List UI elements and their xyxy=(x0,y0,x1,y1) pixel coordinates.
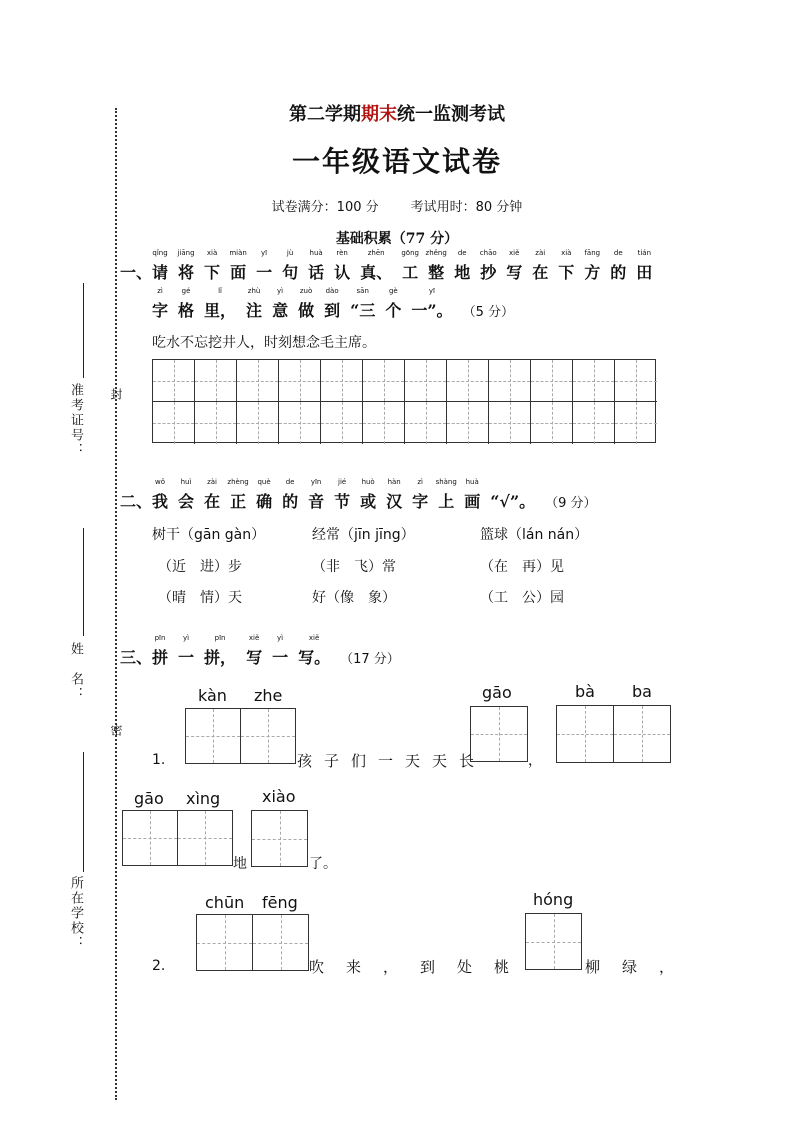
grid-cell[interactable] xyxy=(321,360,363,402)
grid-cell[interactable] xyxy=(237,360,279,402)
pinyin-character xyxy=(532,249,549,283)
pinyin-character xyxy=(464,478,481,512)
pinyin-label: fēng xyxy=(262,893,298,912)
hanzi-character: 田 xyxy=(636,263,653,282)
pinyin-character xyxy=(229,249,247,283)
hanzi-character: 确 xyxy=(256,492,273,511)
pinyin-character xyxy=(308,249,325,283)
pinyin-character xyxy=(479,249,497,283)
pinyin-label: gāo xyxy=(134,789,164,808)
answer-box[interactable] xyxy=(240,708,296,764)
pinyin-annotation: gé xyxy=(181,287,191,295)
pinyin-character xyxy=(454,249,471,283)
hanzi-character: 将 xyxy=(178,263,195,282)
pinyin-annotation: yī xyxy=(428,287,435,295)
section-basic-heading: 基础积累（77 分） xyxy=(335,231,459,247)
pinyin-character xyxy=(256,249,273,283)
q2-number: 二、 xyxy=(120,492,153,511)
pinyin-character xyxy=(178,634,195,668)
pinyin-character xyxy=(298,287,315,321)
hanzi-character: 写。 xyxy=(298,648,331,667)
hanzi-character: 工 xyxy=(402,263,419,282)
pinyin-label: gāo xyxy=(482,683,512,702)
pinyin-annotation: de xyxy=(285,478,295,486)
pinyin-character xyxy=(178,478,195,512)
answer-box[interactable] xyxy=(177,810,233,866)
pinyin-annotation: pīn xyxy=(214,634,226,642)
pinyin-annotation: jié xyxy=(338,478,347,486)
q2-item[interactable]: （晴 情）天 xyxy=(158,590,242,606)
grid-cell[interactable] xyxy=(279,402,321,444)
hanzi-character: 字 xyxy=(152,301,169,320)
pinyin-label: zhe xyxy=(254,686,283,705)
pinyin-annotation: huì xyxy=(180,478,192,486)
grid-cell[interactable] xyxy=(363,360,405,402)
q3-s1-text1: 孩子们一天天长 xyxy=(297,752,487,770)
hanzi-character: 的 xyxy=(610,263,627,282)
pinyin-annotation: xià xyxy=(561,249,572,257)
hanzi-character: 个 xyxy=(385,301,402,320)
answer-box[interactable] xyxy=(525,913,582,970)
pinyin-character xyxy=(246,634,263,668)
q3-s2-text1: 吹来，到处桃 xyxy=(309,958,532,976)
q3-s2-number: 2. xyxy=(152,958,166,974)
hanzi-character: “√”。 xyxy=(490,492,536,511)
hanzi-character: 里， xyxy=(204,301,237,320)
copy-writing-grid[interactable] xyxy=(152,359,656,443)
grid-cell[interactable] xyxy=(279,360,321,402)
grid-cell[interactable] xyxy=(615,402,657,444)
pinyin-character xyxy=(411,287,453,321)
exam-no-line xyxy=(83,283,84,378)
hanzi-character: 写 xyxy=(506,263,523,282)
pinyin-annotation: xiě xyxy=(308,634,320,642)
grid-cell[interactable] xyxy=(573,402,615,444)
pinyin-annotation: yīn xyxy=(310,478,322,486)
grid-cell[interactable] xyxy=(447,402,489,444)
pinyin-annotation: rèn xyxy=(336,249,348,257)
q1-line2 xyxy=(152,287,514,321)
hanzi-character: 面 xyxy=(230,263,247,282)
pinyin-character xyxy=(204,634,237,668)
hanzi-character: 会 xyxy=(178,492,195,511)
pinyin-character xyxy=(584,249,601,283)
hanzi-character: 汉 xyxy=(386,492,403,511)
pinyin-annotation: qǐng xyxy=(152,249,168,257)
grid-cell[interactable] xyxy=(153,402,195,444)
pinyin-character xyxy=(178,287,195,321)
pinyin-annotation: xiě xyxy=(248,634,260,642)
hanzi-character: 注 xyxy=(246,301,263,320)
grid-cell[interactable] xyxy=(405,360,447,402)
pinyin-character xyxy=(204,478,221,512)
pinyin-annotation: pīn xyxy=(154,634,166,642)
q2-item[interactable]: （近 进）步 xyxy=(158,559,242,575)
pinyin-character xyxy=(490,489,535,512)
pinyin-character xyxy=(334,249,351,283)
pinyin-annotation: xià xyxy=(206,249,218,257)
answer-box[interactable] xyxy=(185,708,241,764)
pinyin-character xyxy=(334,478,351,512)
grid-cell[interactable] xyxy=(195,360,237,402)
exam-no-label: 准考证号： xyxy=(68,383,83,458)
pinyin-character xyxy=(506,249,523,283)
hanzi-character: 拼 xyxy=(152,648,169,667)
hanzi-character: 写 xyxy=(246,648,263,667)
pinyin-character xyxy=(177,249,195,283)
grid-cell[interactable] xyxy=(447,360,489,402)
hanzi-character: 方 xyxy=(584,263,601,282)
pinyin-label: bà xyxy=(575,682,595,701)
hanzi-character: 意 xyxy=(272,301,289,320)
pinyin-character xyxy=(298,634,331,668)
hanzi-character: 拼， xyxy=(204,648,237,667)
q2-item[interactable]: （在 再）见 xyxy=(480,559,564,575)
full-score: 试卷满分：100 分 xyxy=(271,200,379,215)
q3-number: 三、 xyxy=(120,648,153,667)
hanzi-character: 一 xyxy=(256,263,273,282)
pinyin-character xyxy=(152,287,169,321)
pinyin-annotation: fāng xyxy=(584,249,601,257)
pinyin-annotation: zhù xyxy=(247,287,261,295)
pinyin-character xyxy=(386,478,403,512)
fold-label-seal: 封 xyxy=(109,388,123,402)
pinyin-annotation: zì xyxy=(417,478,423,486)
pinyin-annotation: wǒ xyxy=(155,478,166,486)
hanzi-character: 格 xyxy=(178,301,195,320)
q2-item[interactable]: 好（像 象） xyxy=(312,590,396,606)
pinyin-character xyxy=(308,478,325,512)
pinyin-character xyxy=(272,287,289,321)
pinyin-label: hóng xyxy=(533,890,574,909)
grid-cell[interactable] xyxy=(195,402,237,444)
exam-subtitle xyxy=(0,100,794,126)
q2-item[interactable]: 树干（gān gàn） xyxy=(152,527,266,543)
pinyin-character xyxy=(350,287,376,321)
pinyin-annotation: lǐ xyxy=(218,287,222,295)
pinyin-annotation: zài xyxy=(207,478,218,486)
pinyin-character xyxy=(385,287,402,321)
hanzi-character: 下 xyxy=(204,263,221,282)
hanzi-character: 地 xyxy=(454,263,471,282)
grid-cell[interactable] xyxy=(615,360,657,402)
exam-title: 一年级语文试卷 xyxy=(291,145,502,178)
pinyin-character xyxy=(324,287,341,321)
grid-cell[interactable] xyxy=(153,360,195,402)
pinyin-annotation: zuò xyxy=(299,287,313,295)
q2-score: （9 分） xyxy=(545,496,597,511)
answer-box[interactable] xyxy=(251,810,308,867)
hanzi-character: 请 xyxy=(152,263,169,282)
answer-box[interactable] xyxy=(556,705,614,763)
pinyin-annotation: zì xyxy=(157,287,163,295)
pinyin-label: chūn xyxy=(205,893,245,912)
hanzi-character: 或 xyxy=(360,492,377,511)
answer-box[interactable] xyxy=(252,914,309,971)
binding-dotted-line xyxy=(115,108,117,1100)
q3-line xyxy=(120,634,400,668)
name-label: 姓 名： xyxy=(68,642,83,702)
hanzi-character: 一”。 xyxy=(411,301,453,320)
q3-score: （17 分） xyxy=(340,652,400,667)
hanzi-character: 在 xyxy=(532,263,549,282)
grid-cell[interactable] xyxy=(363,402,405,444)
pinyin-character xyxy=(360,478,377,512)
grid-cell[interactable] xyxy=(321,402,363,444)
fold-label-secret: 密 xyxy=(109,724,123,738)
pinyin-annotation: zhěng xyxy=(425,249,447,257)
hanzi-character: 我 xyxy=(152,492,169,511)
hanzi-character: 整 xyxy=(428,263,445,282)
pinyin-annotation: yì xyxy=(277,287,284,295)
pinyin-character xyxy=(204,287,237,321)
exam-meta xyxy=(0,196,794,215)
pinyin-annotation: dào xyxy=(325,287,339,295)
hanzi-character: 话 xyxy=(308,263,325,282)
pinyin-annotation: yì xyxy=(277,634,284,642)
pinyin-annotation: de xyxy=(457,249,467,257)
hanzi-character: 做 xyxy=(298,301,315,320)
pinyin-annotation: xiě xyxy=(509,249,520,257)
pinyin-annotation: yī xyxy=(261,249,268,257)
pinyin-character xyxy=(435,478,457,512)
pinyin-character xyxy=(152,249,169,283)
pinyin-annotation: huà xyxy=(309,249,323,257)
hanzi-character: 下 xyxy=(558,263,575,282)
pinyin-character xyxy=(636,249,653,283)
q1-score: （5 分） xyxy=(462,305,514,320)
hanzi-character: 一 xyxy=(178,648,195,667)
hanzi-character: 画 xyxy=(464,492,481,511)
pinyin-annotation: jiāng xyxy=(177,249,195,257)
hanzi-character: 正 xyxy=(230,492,247,511)
pinyin-label: xìng xyxy=(186,789,221,808)
grid-cell[interactable] xyxy=(531,402,573,444)
answer-box[interactable] xyxy=(196,914,253,971)
pinyin-character xyxy=(152,478,169,512)
pinyin-character xyxy=(246,287,263,321)
pinyin-character xyxy=(282,249,299,283)
pinyin-annotation: huò xyxy=(361,478,375,486)
grid-cell[interactable] xyxy=(405,402,447,444)
grid-cell[interactable] xyxy=(573,360,615,402)
pinyin-annotation: huà xyxy=(465,478,479,486)
pinyin-annotation: gè xyxy=(388,287,398,295)
school-label: 所在学校： xyxy=(68,876,83,951)
hanzi-character: “三 xyxy=(350,301,376,320)
pinyin-character xyxy=(401,249,419,283)
hanzi-character: 真、 xyxy=(360,263,393,282)
answer-box[interactable] xyxy=(122,810,178,866)
q2-item[interactable]: 篮球（lán nán） xyxy=(480,527,589,543)
q3-s1-text3: 了。 xyxy=(309,856,337,872)
q2-item[interactable]: 经常（jīn jīng） xyxy=(312,527,415,543)
pinyin-character xyxy=(256,478,273,512)
exam-time: 考试用时：80 分钟 xyxy=(410,200,523,215)
answer-box[interactable] xyxy=(613,705,671,763)
q2-line xyxy=(120,478,597,512)
q1-number: 一、 xyxy=(120,263,153,282)
pinyin-character xyxy=(227,478,249,512)
pinyin-character xyxy=(558,249,575,283)
pinyin-label: xiào xyxy=(262,787,296,806)
pinyin-annotation: zhēn xyxy=(367,249,385,257)
q1-line1 xyxy=(120,249,662,283)
pinyin-annotation: miàn xyxy=(229,249,247,257)
grid-cell[interactable] xyxy=(489,402,531,444)
q2-item[interactable]: （非 飞）常 xyxy=(312,559,396,575)
hanzi-character: 音 xyxy=(308,492,325,511)
pinyin-annotation: shàng xyxy=(435,478,457,486)
pinyin-annotation: què xyxy=(257,478,271,486)
pinyin-character xyxy=(282,478,299,512)
pinyin-character xyxy=(412,478,429,512)
pinyin-character xyxy=(204,249,221,283)
pinyin-label: kàn xyxy=(198,686,227,705)
grid-cell[interactable] xyxy=(531,360,573,402)
pinyin-annotation: zài xyxy=(535,249,546,257)
pinyin-character xyxy=(272,634,289,668)
school-line xyxy=(83,752,84,872)
q2-item[interactable]: （工 公）园 xyxy=(480,590,564,606)
subtitle-part2: 统一监测考试 xyxy=(397,104,505,125)
hanzi-character: 节 xyxy=(334,492,351,511)
pinyin-annotation: de xyxy=(613,249,623,257)
pinyin-annotation: tián xyxy=(637,249,652,257)
pinyin-character xyxy=(152,634,169,668)
name-line xyxy=(83,528,84,636)
hanzi-character: 上 xyxy=(438,492,455,511)
subtitle-highlight: 期末 xyxy=(361,104,397,125)
pinyin-annotation: sān xyxy=(356,287,369,295)
pinyin-annotation: jù xyxy=(286,249,294,257)
q1-sentence: 吃水不忘挖井人，时刻想念毛主席。 xyxy=(152,335,376,351)
hanzi-character: 到 xyxy=(324,301,341,320)
hanzi-character: 的 xyxy=(282,492,299,511)
answer-box[interactable] xyxy=(470,706,528,762)
pinyin-character xyxy=(610,249,627,283)
hanzi-character: 认 xyxy=(334,263,351,282)
pinyin-annotation: hàn xyxy=(387,478,401,486)
pinyin-annotation: zhèng xyxy=(227,478,249,486)
hanzi-character: 抄 xyxy=(480,263,497,282)
grid-cell[interactable] xyxy=(237,402,279,444)
pinyin-character xyxy=(360,249,393,283)
subtitle-part1: 第二学期 xyxy=(289,104,361,125)
hanzi-character: 一 xyxy=(272,648,289,667)
q3-s1-text2: 地 xyxy=(233,856,247,872)
pinyin-annotation: chāo xyxy=(479,249,497,257)
pinyin-label: ba xyxy=(632,682,652,701)
q3-s2-text2: 柳绿， xyxy=(585,958,697,976)
hanzi-character: 字 xyxy=(412,492,429,511)
q3-s1-number: 1. xyxy=(152,752,166,768)
pinyin-character xyxy=(425,249,447,283)
hanzi-character: 句 xyxy=(282,263,299,282)
q3-s1-comma: ， xyxy=(528,753,542,769)
pinyin-annotation: gōng xyxy=(401,249,419,257)
grid-cell[interactable] xyxy=(489,360,531,402)
hanzi-character: 在 xyxy=(204,492,221,511)
pinyin-annotation: yì xyxy=(182,634,190,642)
